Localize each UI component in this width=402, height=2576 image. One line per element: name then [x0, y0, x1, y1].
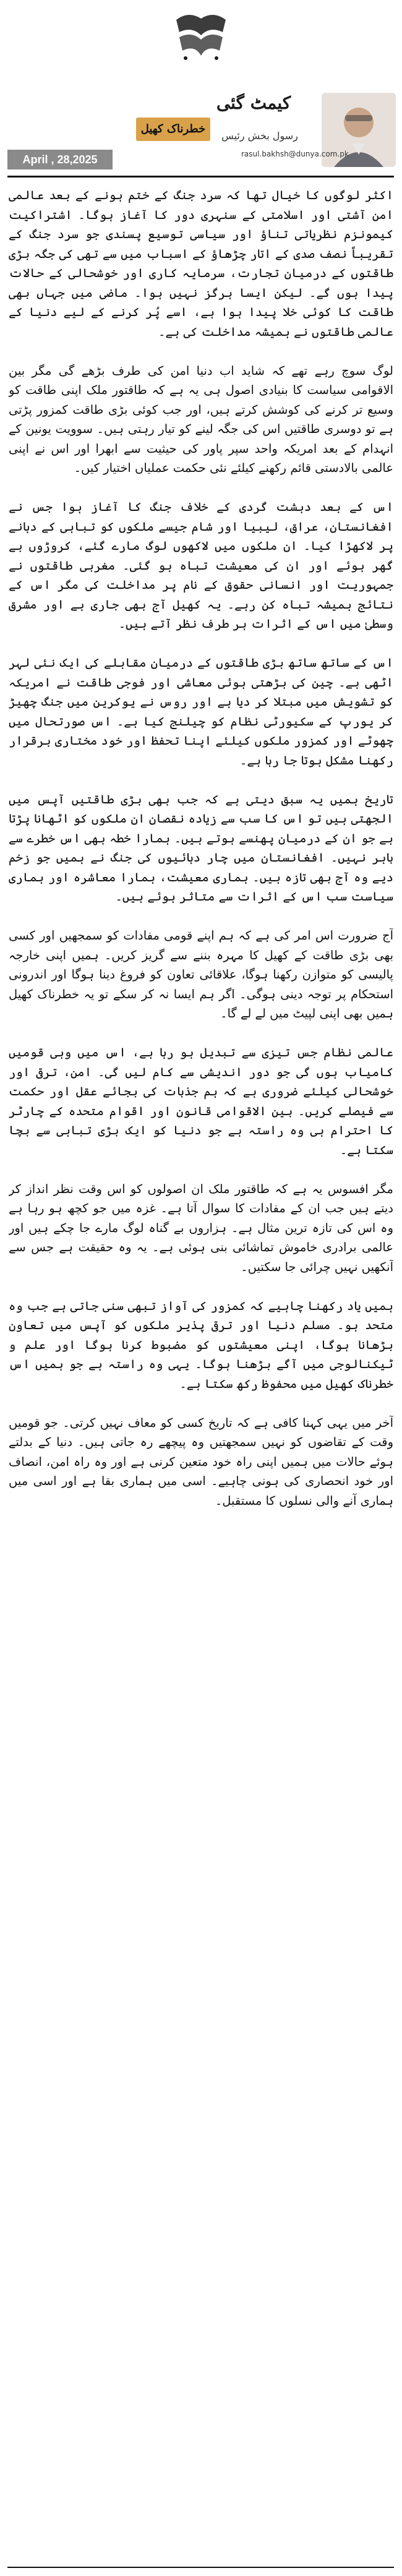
paragraph: آخر میں یہی کہنا کافی ہے کہ تاریخ کسی کو معاف نہیں کرتی۔ جو قومیں وقت کے تقاضوں کو نہیں سمجھتیں وہ پیچھے رہ جاتی ہیں۔ دنیا کے بدلتے ہوئے حالات میں ہمیں اپنی راہ خود متعین کرنی ہے اور وہ راہ امن، انصاف اور خود انحصاری کی ہونی چاہیے۔ اسی میں ہماری بقا ہے اور اسی میں ہماری آنے والی نسلوں کا مستقبل۔: [9, 1415, 393, 1508]
dunya-logo-icon: [167, 7, 235, 63]
header-divider: [7, 176, 394, 178]
paragraph: آج ضرورت اس امر کی ہے کہ ہم اپنے قومی مفادات کو سمجھیں اور کسی بھی بڑی طاقت کے کھیل کا مہرہ بننے سے گریز کریں۔ ہمیں اپنی خارجہ پالیسی کو متوازن رکھنا ہوگا، علاقائی تعاون کو فروغ دینا ہوگا اور اندرونی استحکام پر توجہ دینی ہوگی۔ اگر ہم ایسا نہ کر سکے تو یہ خطرناک کھیل ہمیں بھی اپنی لپیٹ میں لے لے گا۔: [9, 928, 393, 1021]
paragraph: تاریخ ہمیں یہ سبق دیتی ہے کہ جب بھی بڑی طاقتیں آپس میں الجھتی ہیں تو اس کا سب سے زیادہ نقصان ان ملکوں کو اٹھانا پڑتا ہے جو ان کے درمیان پھنسے ہوتے ہیں۔ ہمارا خطہ بھی اس خطرے سے باہر نہیں۔ افغانستان میں چار دہائیوں کی جنگ نے ہمیں جو زخم دیے وہ آج بھی تازہ ہیں۔ ہماری معیشت، ہمارا معاشرہ اور ہماری سیاست سب اس کے اثرات سے متاثر ہوئے ہیں۔: [9, 792, 393, 904]
paragraph: لوگ سوچ رہے تھے کہ شاید اب دنیا امن کی طرف بڑھے گی مگر بین الاقوامی سیاست کا بنیادی اصول ہی یہ ہے کہ طاقتور ملک اپنی طاقت کو وسیع تر کرنے کی کوشش کرتے ہیں، اور جب کوئی بڑی طاقت کمزور پڑتی ہے تو دوسری طاقتیں اس کی جگہ لینے کو تیار رہتی ہیں۔ سوویت یونین کے انہدام کے بعد امریکہ واحد سپر پاور کی حیثیت سے ابھرا اور اس نے اپنی عالمی بالادستی قائم رکھنے کیلئے نئی حکمت عملیاں اختیار کیں۔: [9, 363, 393, 475]
paragraph: مگر افسوس یہ ہے کہ طاقتور ملک ان اصولوں کو اس وقت نظر انداز کر دیتے ہیں جب ان کے مفادات کا سوال آتا ہے۔ غزہ میں جو کچھ ہو رہا ہے وہ اس کی تازہ ترین مثال ہے۔ ہزاروں بے گناہ لوگ مارے جا چکے ہیں اور عالمی برادری خاموش تماشائی بنی ہوئی ہے۔ یہ وہ حقیقت ہے جس سے آنکھیں نہیں چرائی جا سکتیں۔: [9, 1181, 393, 1274]
paragraph: ہمیں یاد رکھنا چاہیے کہ کمزور کی آواز تبھی سنی جاتی ہے جب وہ متحد ہو۔ مسلم دنیا اور ترقی پذیر ملکوں کو آپس میں تعاون بڑھانا ہوگا، اپنی معیشتوں کو مضبوط کرنا ہوگا اور علم و ٹیکنالوجی میں آگے بڑھنا ہوگا۔ یہی وہ راستہ ہے جو ہمیں اس خطرناک کھیل میں محفوظ رکھ سکتا ہے۔: [9, 1298, 393, 1391]
footer-divider: [7, 2567, 394, 2568]
author-email[interactable]: rasul.bakhsh@dunya.com.pk: [241, 150, 349, 158]
paragraph: اکثر لوگوں کا خیال تھا کہ سرد جنگ کے ختم ہونے کے بعد عالمی امن آشتی اور اسلامتی کے سنہری دور کا آغاز ہوگا۔ اشتراکیت کیمونزم نظریاتی تناؤ اور سیاسی توسیع پسندی جو سرد جنگ کے تقریباً نصف صدی کے اتار چڑھاؤ کے اسباب میں سے تھی کی جگہ بڑی طاقتوں کے درمیان تجارت، سرمایہ کاری اور خوشحالی کے حالات پیدا ہوں گے۔ لیکن ایسا ہرگز نہیں ہوا۔ ماضی میں جہاں بھی طاقت کا کوئی خلا پیدا ہوا ہے، اسے پُر کرنے کے لیے دنیا کے عالمی طاقتوں نے ہمیشہ مداخلت کی ہے۔: [9, 188, 393, 339]
article-title: خطرناک کھیل: [136, 118, 210, 141]
paragraph: اس کے ساتھ ساتھ بڑی طاقتوں کے درمیان مقابلے کی ایک نئی لہر اٹھی ہے۔ چین کی بڑھتی ہوئی معاشی اور فوجی طاقت نے امریکہ کو تشویش میں مبتلا کر دیا ہے اور روس نے یوکرین میں جنگ چھیڑ کر یورپ کے سکیورٹی نظام کو چیلنج کیا ہے۔ اس صورتحال میں چھوٹے اور کمزور ملکوں کیلئے اپنا تحفظ اور خود مختاری برقرار رکھنا مشکل ہوتا جا رہا ہے۔: [9, 656, 393, 768]
article-body: [9, 186, 393, 2567]
publish-date: April , 28,2025: [7, 150, 113, 169]
masthead: [0, 0, 402, 186]
paragraph: اس کے بعد دہشت گردی کے خلاف جنگ کا آغاز ہوا جس نے افغانستان، عراق، لیبیا اور شام جیسے ملکوں کو تباہی کے دہانے پر لاکھڑا کیا۔ ان ملکوں میں لاکھوں لوگ مارے گئے، کروڑوں بے گھر ہوئے اور ان کی معیشت تباہ ہو گئی۔ مغربی طاقتوں نے جمہوریت اور انسانی حقوق کے نام پر مداخلت کی مگر اس کے نتائج ہمیشہ تباہ کن رہے۔ یہ کھیل آج بھی جاری ہے اور مشرق وسطیٰ میں اس کے اثرات ہر طرف نظر آتے ہیں۔: [9, 500, 393, 631]
paragraph: عالمی نظام جس تیزی سے تبدیل ہو رہا ہے، اس میں وہی قومیں کامیاب ہوں گی جو دور اندیشی سے کام لیں گی۔ امن، ترقی اور خوشحالی کیلئے ضروری ہے کہ ہم جذبات کی بجائے عقل اور حکمت سے فیصلے کریں۔ بین الاقوامی قانون اور اقوام متحدہ کے چارٹر کا احترام ہی وہ راستہ ہے جو دنیا کو ایک بڑی تباہی سے بچا سکتا ہے۔: [9, 1045, 393, 1157]
column-title: کیمٹ گئی: [216, 93, 291, 113]
author-name: رسول بخش رئیس: [221, 130, 298, 142]
